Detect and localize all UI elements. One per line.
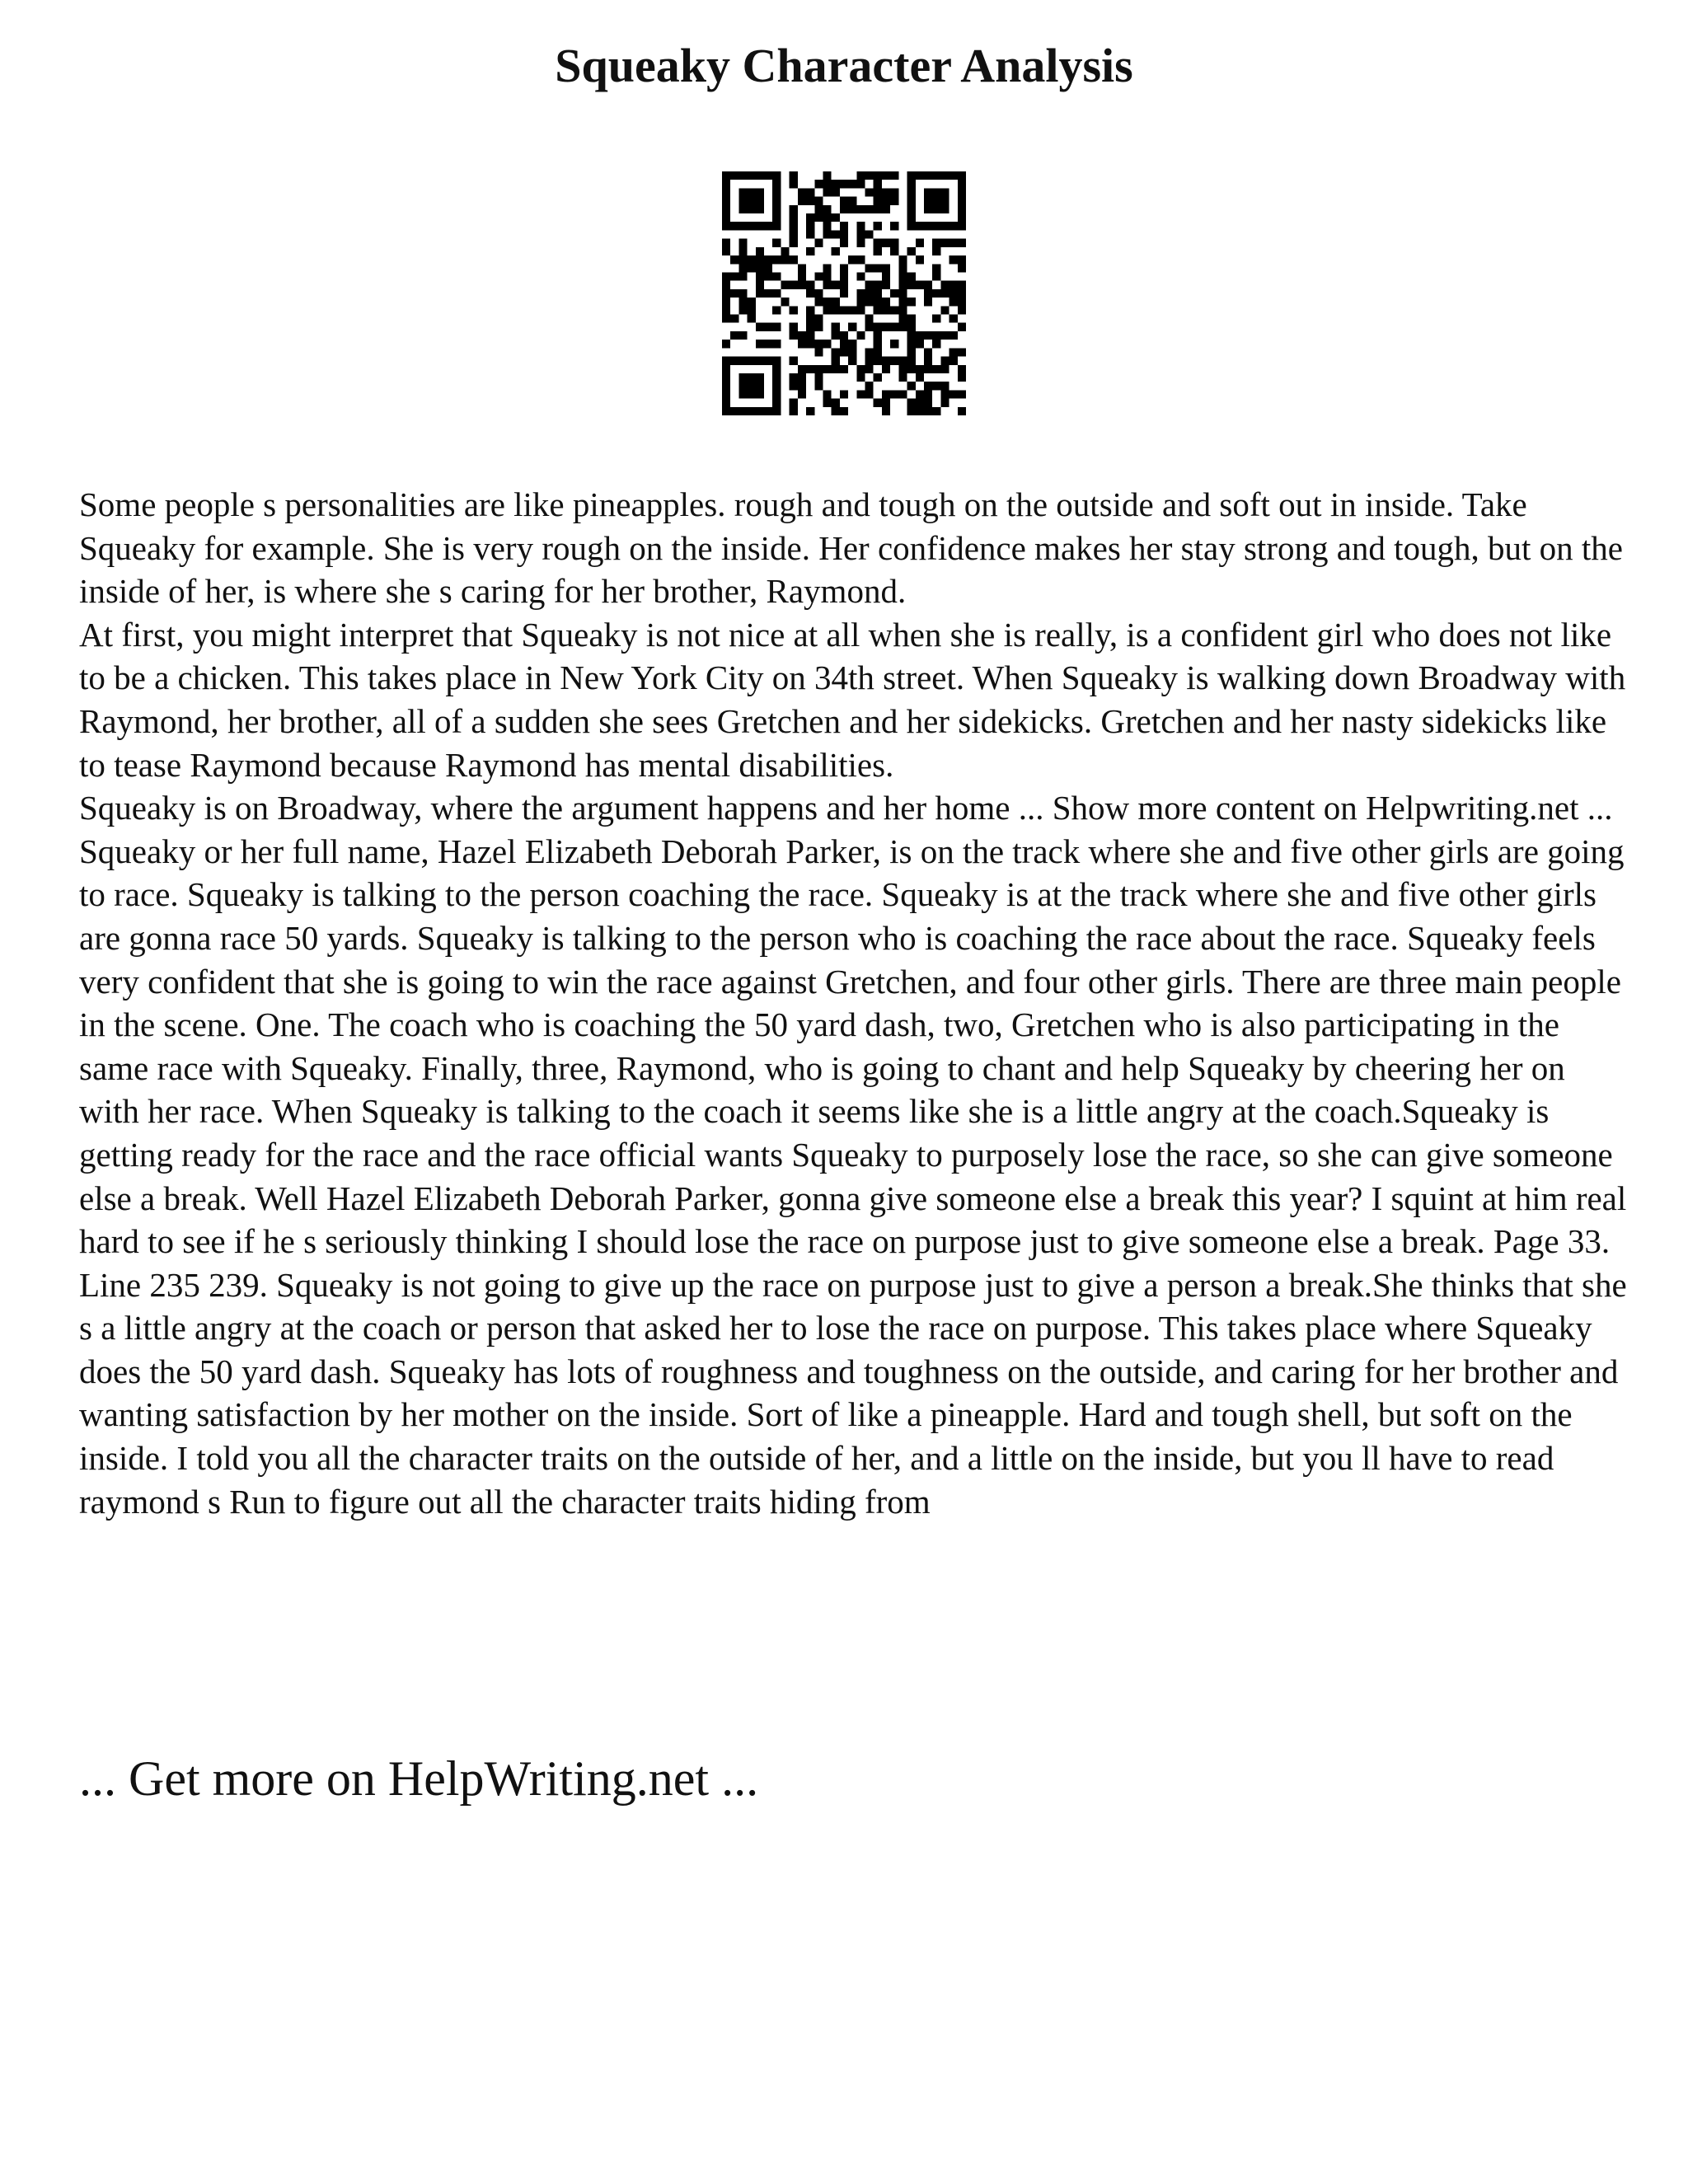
paragraph: At first, you might interpret that Squeaky is not nice at all when she is really, is a confident girl who does not like to be a chicken. This takes place in New York City on 34th street. When Squeaky is walking down Broadway with Raymond, her brother, all of a sudden she sees Gretchen and her sidekicks. Gretchen and her nasty sidekicks like to tease Raymond because Raymond has mental disabilities. xyxy=(79,615,1626,784)
paragraph: Squeaky or her full name, Hazel Elizabeth Deborah Parker, is on the track where she and five other girls are going to race. Squeaky is talking to the person coaching the race. Squeaky is at the track where she and five other girls are gonna race 50 yards. Squeaky is talking to the person who is coaching the race about the race. Squeaky feels very confident that she is going to win the race against Gretchen, and four other girls. There are three main people in the scene. One. The coach who is coaching the 50 yard dash, two, Gretchen who is also participating in the same race with Squeaky. Finally, three, Raymond, who is going to chant and help Squeaky by cheering her on with her race. When Squeaky is talking to the coach it seems like she is a little angry at the coach.Squeaky is getting ready for the race and the race official wants Squeaky to purposely lose the race, so she can give someone else a break. Well Hazel Elizabeth Deborah Parker, gonna give someone else a break this year? I squint at him real hard to see if he s seriously thinking I should lose the race on purpose just to give someone else a break. Page 33. Line 235 239. Squeaky is not going to give up the race on purpose just to give a person a break.She thinks that she s a little angry at the coach or person that asked her to lose the race on purpose. This takes place where Squeaky does the 50 yard dash. Squeaky has lots of roughness and toughness on the outside, and caring for her brother and wanting satisfaction by her mother on the inside. Sort of like a pineapple. Hard and tough shell, but soft on the inside. I told you all the character traits on the outside of her, and a little on the inside, but you ll have to read raymond s Run to figure out all the character traits hiding from xyxy=(79,832,1627,1521)
get-more-link[interactable]: ... Get more on HelpWriting.net ... xyxy=(79,1751,759,1806)
qr-code-icon xyxy=(722,171,966,415)
paragraph: Some people s personalities are like pineapples. rough and tough on the outside and soft out in inside. Take Squeaky for example. She is very rough on the inside. Her confidence makes her stay strong and tough, but on the inside of her, is where she s caring for her brother, Raymond. xyxy=(79,485,1624,611)
page-title: Squeaky Character Analysis xyxy=(555,39,1133,92)
paragraph-with-more-link: Squeaky is on Broadway, where the argument happens and her home ... Show more content on Helpwriting.net ... xyxy=(79,789,1613,827)
article-body xyxy=(79,483,1629,1523)
